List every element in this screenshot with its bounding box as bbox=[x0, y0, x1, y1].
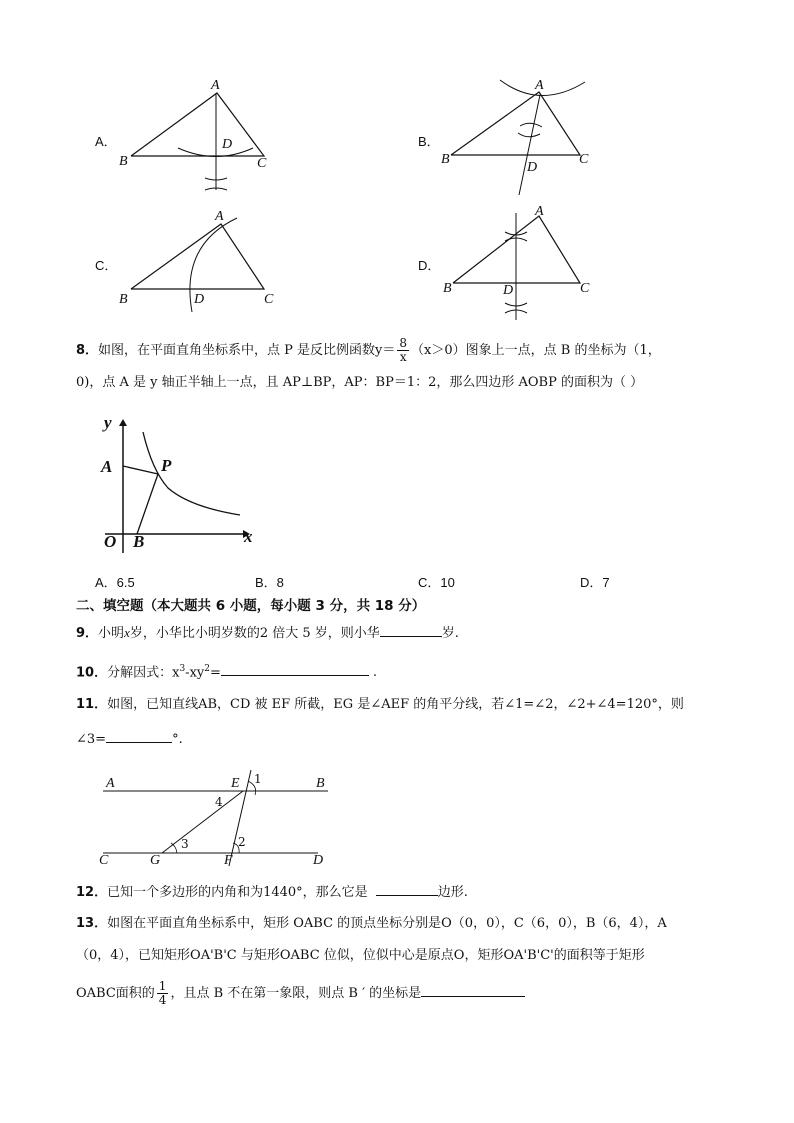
q10-sup2: 2 bbox=[204, 664, 210, 674]
graph-point-a: A bbox=[101, 457, 113, 476]
fig11-point-e: E bbox=[231, 776, 240, 791]
q10-sup1: 3 bbox=[179, 664, 186, 674]
q13-line2: （0，4），已知矩形OA'B'C 与矩形OABC 位似，位似中心是原点O，矩形OA'B'C'的面积等于矩形 bbox=[76, 948, 645, 963]
fig7d-point-a: A bbox=[535, 204, 544, 219]
q8-text1: 如图，在平面直角坐标系中，点 P 是反比例函数y＝ bbox=[98, 343, 396, 358]
fig7d-point-b: B bbox=[443, 281, 452, 296]
fig11-point-c: C bbox=[99, 853, 109, 868]
q11-line1-text: 如图，已知直线AB，CD 被 EF 所截，EG 是∠AEF 的角平分线，若∠1=∠2，∠2+∠4=120°，则 bbox=[107, 697, 684, 712]
fig11-angle-1: 1 bbox=[254, 772, 262, 786]
q10-text3: = bbox=[209, 665, 221, 681]
fig7a-point-d: D bbox=[222, 137, 233, 152]
q13-fraction bbox=[157, 980, 169, 1007]
fig7a-point-b: B bbox=[119, 154, 128, 169]
fig7c-point-d: D bbox=[194, 292, 205, 307]
fig11-point-g: G bbox=[150, 853, 161, 868]
option-b-label: B． bbox=[418, 134, 440, 149]
fig7d-point-c: C bbox=[580, 281, 590, 296]
fig11-point-a: A bbox=[106, 776, 115, 791]
q8-option-c: C．10 bbox=[418, 575, 455, 590]
section-2-title: 二、填空题（本大题共 6 小题，每小题 3 分，共 18 分） bbox=[76, 598, 426, 614]
fig11-point-f: F bbox=[224, 853, 233, 868]
q8-frac-num: 8 bbox=[399, 336, 408, 350]
option-c-label: C． bbox=[95, 258, 118, 273]
q13-answer-blank[interactable] bbox=[421, 983, 525, 997]
fig7c-point-c: C bbox=[264, 292, 274, 307]
q13-line3 bbox=[76, 978, 525, 1010]
fig7d-point-d: D bbox=[503, 283, 514, 298]
q12-text2: 边形. bbox=[437, 885, 468, 900]
fig7c-point-b: B bbox=[119, 292, 128, 307]
fig7b-point-c: C bbox=[579, 152, 589, 167]
graph-point-o: O bbox=[104, 532, 117, 551]
q13-line1-text: 如图在平面直角坐标系中，矩形 OABC 的顶点坐标分别是O（0，0），C（6，0），B（6，4），A bbox=[107, 916, 667, 931]
fig11-point-b: B bbox=[316, 776, 325, 791]
q13-line3-post: ，且点 B 不在第一象限，则点 B ′ 的坐标是 bbox=[170, 986, 422, 1001]
fig7c-point-a: A bbox=[215, 209, 224, 224]
fig11-angle-2: 2 bbox=[238, 835, 246, 849]
q13-line1 bbox=[76, 915, 667, 933]
graph-axis-y: y bbox=[104, 413, 112, 432]
fig7b-point-b: B bbox=[441, 152, 450, 167]
q8-option-d: D．7 bbox=[580, 575, 610, 590]
q8-number: 8． bbox=[76, 343, 99, 358]
q10-text4: . bbox=[372, 665, 378, 681]
fig11-point-d: D bbox=[313, 853, 324, 868]
graph-point-p: P bbox=[161, 456, 172, 475]
option-a-label: A． bbox=[95, 134, 117, 149]
q9-text1: 小明 bbox=[98, 626, 125, 641]
q8-option-b: B．8 bbox=[255, 575, 284, 590]
q13-line3-pre: OABC面积的 bbox=[76, 986, 155, 1001]
q12-line bbox=[76, 882, 468, 902]
fig11-angle-4: 4 bbox=[215, 795, 223, 809]
q9-number: 9． bbox=[76, 626, 99, 641]
q13-frac-num: 1 bbox=[158, 979, 167, 993]
fig11-angle-3: 3 bbox=[181, 837, 189, 851]
q8-line2: 0)，点 A 是 y 轴正半轴上一点，且 AP⊥BP，AP：BP＝1：2，那么四边形 AOBP 的面积为（ ） bbox=[76, 375, 644, 390]
graph-axis-x: x bbox=[244, 527, 253, 546]
fig7b-point-d: D bbox=[527, 160, 538, 175]
fig7a-point-a: A bbox=[211, 78, 220, 93]
q9-text2: 岁，小华比小明岁数的2 倍大 5 岁，则小华 bbox=[129, 626, 380, 641]
fig7a-point-c: C bbox=[257, 156, 267, 171]
q10-text2: -xy bbox=[185, 665, 205, 681]
q11-line2-post: °. bbox=[172, 732, 183, 747]
option-d-label: D． bbox=[418, 258, 441, 273]
q12-text1: 已知一个多边形的内角和为1440°，那么它是 bbox=[107, 885, 368, 900]
q13-number: 13． bbox=[76, 916, 108, 931]
q9-text3: 岁. bbox=[441, 626, 459, 641]
q8-frac-den: x bbox=[399, 350, 407, 364]
q11-number: 11． bbox=[76, 697, 108, 712]
q9-var: x bbox=[124, 625, 130, 640]
q10-text1: 分解因式：x bbox=[107, 665, 180, 681]
q11-line2-pre: ∠3= bbox=[76, 732, 107, 747]
fig7b-point-a: A bbox=[535, 78, 544, 93]
q8-text2: （x＞0）图象上一点，点 B 的坐标为（1， bbox=[411, 343, 661, 358]
q12-number: 12． bbox=[76, 885, 108, 900]
q10-number: 10． bbox=[76, 665, 108, 681]
q13-frac-den: 4 bbox=[158, 993, 167, 1007]
graph-point-b: B bbox=[133, 532, 145, 551]
q12-answer-blank[interactable] bbox=[376, 882, 438, 896]
q8-option-a: A．6.5 bbox=[95, 575, 135, 590]
